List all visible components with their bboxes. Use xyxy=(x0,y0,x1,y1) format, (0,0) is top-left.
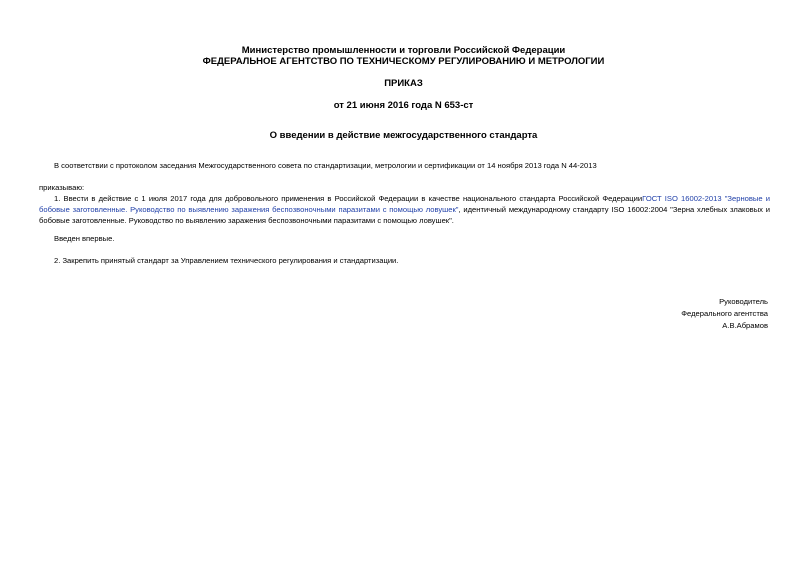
item1-paragraph xyxy=(39,193,770,226)
item1-prefix: 1. Ввести в действие с 1 июля 2017 года для добровольного применения в Российской Федерации в качестве национального стандарта Российской Федерации xyxy=(54,194,643,203)
agency-title: ФЕДЕРАЛЬНОЕ АГЕНТСТВО ПО ТЕХНИЧЕСКОМУ РЕГУЛИРОВАНИЮ И МЕТРОЛОГИИ xyxy=(202,56,605,67)
signature-block xyxy=(681,296,768,332)
introduced-first-note: Введен впервые. xyxy=(54,234,115,243)
document-date-number: от 21 июня 2016 года N 653-ст xyxy=(333,100,474,111)
signature-title-line1: Руководитель xyxy=(719,297,768,306)
signature-title-line2: Федерального агентства xyxy=(681,309,768,318)
document-subject: О введении в действие межгосударственного стандарта xyxy=(269,130,538,141)
ministry-title: Министерство промышленности и торговли Российской Федерации xyxy=(241,45,566,56)
gost-standard-link[interactable]: ГОСТ ISO 16002-2013 "Зерновые и бобовые заготовленные. Руководство по выявлению заражения беспозвоночными паразитами с помощью ловушек" xyxy=(39,194,771,214)
preamble-paragraph: В соответствии с протоколом заседания Межгосударственного совета по стандартизации, метрологии и сертификации от 14 ноября 2013 года N 44-2013 xyxy=(54,161,597,170)
order-word: приказываю: xyxy=(39,183,85,192)
item1-suffix: , идентичный международному стандарту ISO 16002:2004 "Зерна хлебных злаковых и бобовые заготовленные. Руководство по выявлению заражения беспозвоночными паразитами с помощью ловушек". xyxy=(39,205,770,225)
item2-paragraph: 2. Закрепить принятый стандарт за Управлением технического регулирования и стандартизации. xyxy=(54,256,399,265)
signature-name: А.В.Абрамов xyxy=(722,321,768,330)
document-type: ПРИКАЗ xyxy=(384,78,423,89)
